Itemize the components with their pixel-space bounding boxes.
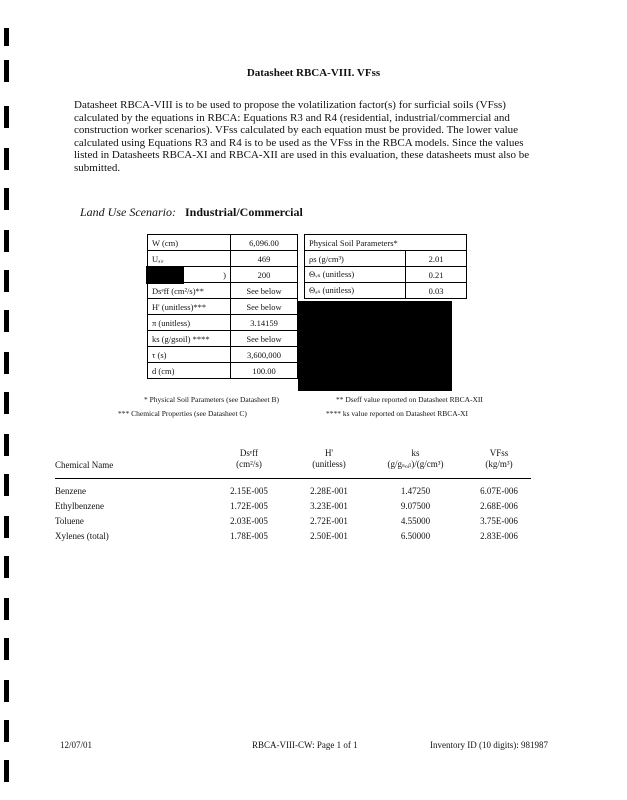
param-label: H' (unitless)***: [148, 299, 231, 315]
param-label: π (unitless): [148, 315, 231, 331]
ks-value: 6.50000: [400, 531, 431, 541]
param-label: Θₐₛ (unitless): [305, 283, 406, 299]
binding-mark: [4, 680, 9, 702]
param-value: 3,600,000: [231, 347, 298, 363]
footnote: * Physical Soil Parameters (see Datasheet B): [144, 395, 279, 404]
param-value: 0.21: [406, 267, 467, 283]
binding-mark: [4, 188, 9, 210]
redaction-block: [298, 301, 452, 391]
chemical-name: Xylenes (total): [55, 531, 109, 541]
redaction-block: [146, 266, 184, 284]
binding-mark: [4, 230, 9, 252]
param-label: d (cm): [148, 363, 231, 379]
footnote: *** Chemical Properties (see Datasheet C): [118, 409, 247, 418]
header-dseff: [208, 448, 290, 470]
footer-date: 12/07/01: [60, 740, 93, 750]
ks-value: 1.47250: [400, 486, 431, 496]
header-ks: [368, 448, 463, 470]
param-row: [148, 235, 298, 251]
param-value: 6,096.00: [231, 235, 298, 251]
dseff-value: 1.72E-005: [230, 501, 268, 511]
param-value: 469: [231, 251, 298, 267]
table-header-rule: [55, 478, 531, 479]
param-value: 2.01: [406, 251, 467, 267]
header-dseff-label: Dsᵉff: [239, 448, 259, 458]
chemical-name: Benzene: [55, 486, 86, 496]
h-value: 2.50E-001: [310, 531, 348, 541]
header-vfss: [463, 448, 535, 470]
ks-value: 4.55000: [400, 516, 431, 526]
scenario-value: Industrial/Commercial: [185, 205, 303, 219]
header-ks-unit: (g/gₛₒᵢₗ)/(g/cm³): [387, 459, 444, 469]
param-value: 200: [231, 267, 298, 283]
physical-params-header: Physical Soil Parameters*: [305, 235, 467, 251]
param-value: See below: [231, 331, 298, 347]
vfss-value: 2.83E-006: [480, 531, 518, 541]
param-label: Θᵥₛ (unitless): [305, 267, 406, 283]
header-h: [290, 448, 368, 470]
exposure-parameters-table: [147, 234, 298, 379]
scenario-label: Land Use Scenario:: [80, 205, 176, 219]
param-row: [148, 299, 298, 315]
param-label: Dsᵉff (cm²/s)**: [148, 283, 231, 299]
vfss-value: 2.68E-006: [480, 501, 518, 511]
footer-inventory-id: Inventory ID (10 digits): 981987: [430, 740, 548, 750]
binding-mark: [4, 28, 9, 46]
param-row: [305, 267, 467, 283]
chemical-name: Toluene: [55, 516, 84, 526]
binding-mark: [4, 106, 9, 128]
param-value: See below: [231, 299, 298, 315]
param-label: W (cm): [148, 235, 231, 251]
header-ks-label: ks: [411, 448, 420, 458]
ks-value: 9.07500: [400, 501, 431, 511]
binding-mark: [4, 598, 9, 620]
binding-mark: [4, 352, 9, 374]
binding-mark: [4, 516, 9, 538]
table-row: [55, 484, 535, 499]
chemical-name: Ethylbenzene: [55, 501, 104, 511]
binding-mark: [4, 148, 9, 170]
header-chemical-name: Chemical Name: [55, 460, 114, 470]
footnote: **** ks value reported on Datasheet RBCA-XI: [326, 409, 469, 418]
param-label: Uₐᵢᵣ: [148, 251, 231, 267]
param-row: [148, 251, 298, 267]
vfss-value: 3.75E-006: [480, 516, 518, 526]
binding-mark: [4, 270, 9, 292]
table-row: [55, 529, 535, 544]
binding-mark: [4, 392, 9, 414]
h-value: 2.72E-001: [310, 516, 348, 526]
binding-mark: [4, 474, 9, 496]
binding-mark: [4, 434, 9, 456]
param-label: ): [148, 267, 231, 283]
param-value: 100.00: [231, 363, 298, 379]
page-title: Datasheet RBCA-VIII. VFss: [246, 67, 381, 79]
param-row: [148, 331, 298, 347]
param-row: [148, 347, 298, 363]
dseff-value: 2.15E-005: [230, 486, 268, 496]
header-vfss-unit: (kg/m³): [485, 459, 513, 469]
h-value: 3.23E-001: [310, 501, 348, 511]
footnote: ** Dseff value reported on Datasheet RBCA-XII: [336, 395, 483, 404]
param-value: See below: [231, 283, 298, 299]
param-label: τ (s): [148, 347, 231, 363]
header-vfss-label: VFss: [489, 448, 509, 458]
param-value: 3.14159: [231, 315, 298, 331]
h-value: 2.28E-001: [310, 486, 348, 496]
dseff-value: 2.03E-005: [230, 516, 268, 526]
binding-mark: [4, 760, 9, 782]
param-row: [148, 283, 298, 299]
header-h-label: H': [324, 448, 334, 458]
header-h-unit: (unitless): [312, 459, 346, 469]
param-row: [305, 251, 467, 267]
binding-mark: [4, 638, 9, 660]
table-row: [55, 514, 535, 529]
param-row: [148, 363, 298, 379]
binding-mark: [4, 720, 9, 742]
binding-mark: [4, 556, 9, 578]
vfss-value: 6.07E-006: [480, 486, 518, 496]
intro-paragraph: Datasheet RBCA-VIII is to be used to propose the volatilization factor(s) for surficial soils (VFss) calculated by the equations in RBCA: Equations R3 and R4 (residential, industrial/commercial and construction worker scenarios). VFss calculated by each equation must be provided. The lower value calculated using Equations R3 and R4 is to be used as the VFss in the RBCA models. Since the values listed in Datasheets RBCA-XI and RBCA-XII are used in this evaluation, these datasheets must also be submitted.: [74, 99, 530, 174]
footer-page-number: RBCA-VIII-CW: Page 1 of 1: [252, 740, 358, 750]
param-row: [305, 283, 467, 299]
param-header-row: [305, 235, 467, 251]
param-value: 0.03: [406, 283, 467, 299]
land-use-scenario: [80, 205, 303, 220]
binding-mark: [4, 310, 9, 332]
physical-soil-parameters-table: [304, 234, 467, 299]
header-dseff-unit: (cm²/s): [236, 459, 262, 469]
table-header-row: [55, 442, 535, 470]
param-label: ks (g/gsoil) ****: [148, 331, 231, 347]
dseff-value: 1.78E-005: [230, 531, 268, 541]
chemical-vfss-table: [55, 442, 535, 544]
param-label: ρs (g/cm³): [305, 251, 406, 267]
table-row: [55, 499, 535, 514]
param-row: [148, 315, 298, 331]
